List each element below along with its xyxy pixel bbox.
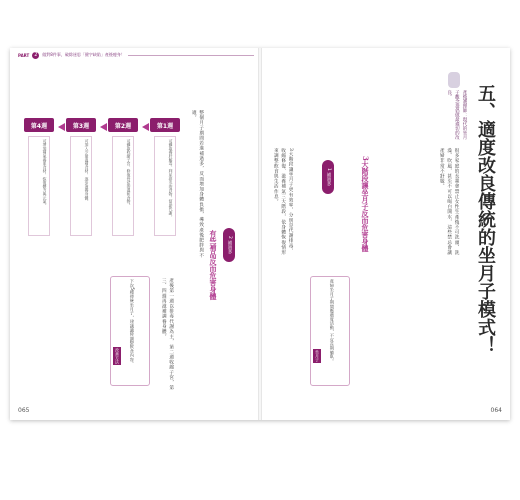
week-2-card — [108, 118, 138, 258]
header-rule — [128, 55, 254, 56]
section-pill-1: 1 補過多 — [322, 160, 334, 194]
week-1-card — [150, 118, 180, 258]
right-tip-box — [310, 276, 350, 386]
right-paragraph-2: 3大階段讓坐月子更有效率，分別是代謝排毒、收縮修復、滋養補氣三大階段，依身體恢復情形來調整飲食與生活作息。 — [273, 148, 294, 256]
tip-label: 坐月子 — [315, 349, 320, 362]
part-label: PART — [18, 52, 30, 58]
week-label: 第4週 — [24, 118, 54, 132]
week-label: 第3週 — [66, 118, 96, 132]
week-label: 第1週 — [150, 118, 180, 132]
header-title: 做對8件事，破除迷思「健字缺陷」產後瘦身！ — [42, 52, 125, 57]
page-number-right: 064 — [490, 407, 502, 414]
book-spread — [10, 48, 510, 420]
left-tip-box — [110, 276, 150, 386]
section-heading-2: 有些補品反而危害身體 — [209, 230, 218, 300]
week-4-card — [24, 118, 54, 258]
left-paragraph-2: 產後第一週以排毒代謝為主，第二週收縮子宮，第三、四週再滋補調養身體。 — [161, 278, 174, 391]
tip-note — [388, 72, 468, 142]
arrow-icon — [100, 123, 107, 131]
section-pill-2: 2 補過多 — [223, 228, 235, 262]
week-label: 第2週 — [108, 118, 138, 132]
left-paragraph-1: 整個月子期間若進補過多，反而增加身體負擔，導致產後肥胖與不適。 — [191, 110, 204, 258]
week-text: 可攝取養肝解毒、利尿排水的食物，幫助代謝。 — [154, 136, 176, 236]
tip-text: 產婦坐月子期間應適度活動，不宜長期躺臥。 — [329, 279, 335, 363]
running-header — [10, 48, 260, 62]
arrow-icon — [58, 123, 65, 131]
arrow-icon — [142, 123, 149, 131]
week-text: 可增加補氣養血食材，恢復體力與元氣。 — [28, 136, 50, 236]
week-text: 可加入少量溫補食材，逐步滋養身體。 — [70, 136, 92, 236]
page-title: 五、適度改良傳統的坐月子模式！ — [475, 84, 496, 354]
week-text: 可攝取收縮子宮、修復骨盆的溫和食物。 — [112, 136, 134, 236]
page-number-left: 065 — [18, 407, 30, 414]
tip-note-text: 產後護理師：現代的坐月子觀念提倡做最適切的改良。 — [446, 90, 467, 140]
week-3-card — [66, 118, 96, 258]
gutter — [258, 48, 262, 420]
part-number: 2 — [34, 52, 38, 58]
right-paragraph-1: 很多家庭的長輩會禁止女性生產後不可洗頭、洗澡、吹風，甚至不可以喝白開水，這些禁忌會讓產婦非常不舒服。 — [439, 148, 459, 256]
mother-illustration-icon — [448, 72, 460, 88]
section-heading-1: 3大階段讓坐月子反而危害身體 — [361, 156, 370, 252]
tip-text: 下次5種傳統坐月子，建議適時調整飲食內容。 — [129, 279, 135, 366]
tip-label: 改善方法 — [115, 348, 120, 365]
